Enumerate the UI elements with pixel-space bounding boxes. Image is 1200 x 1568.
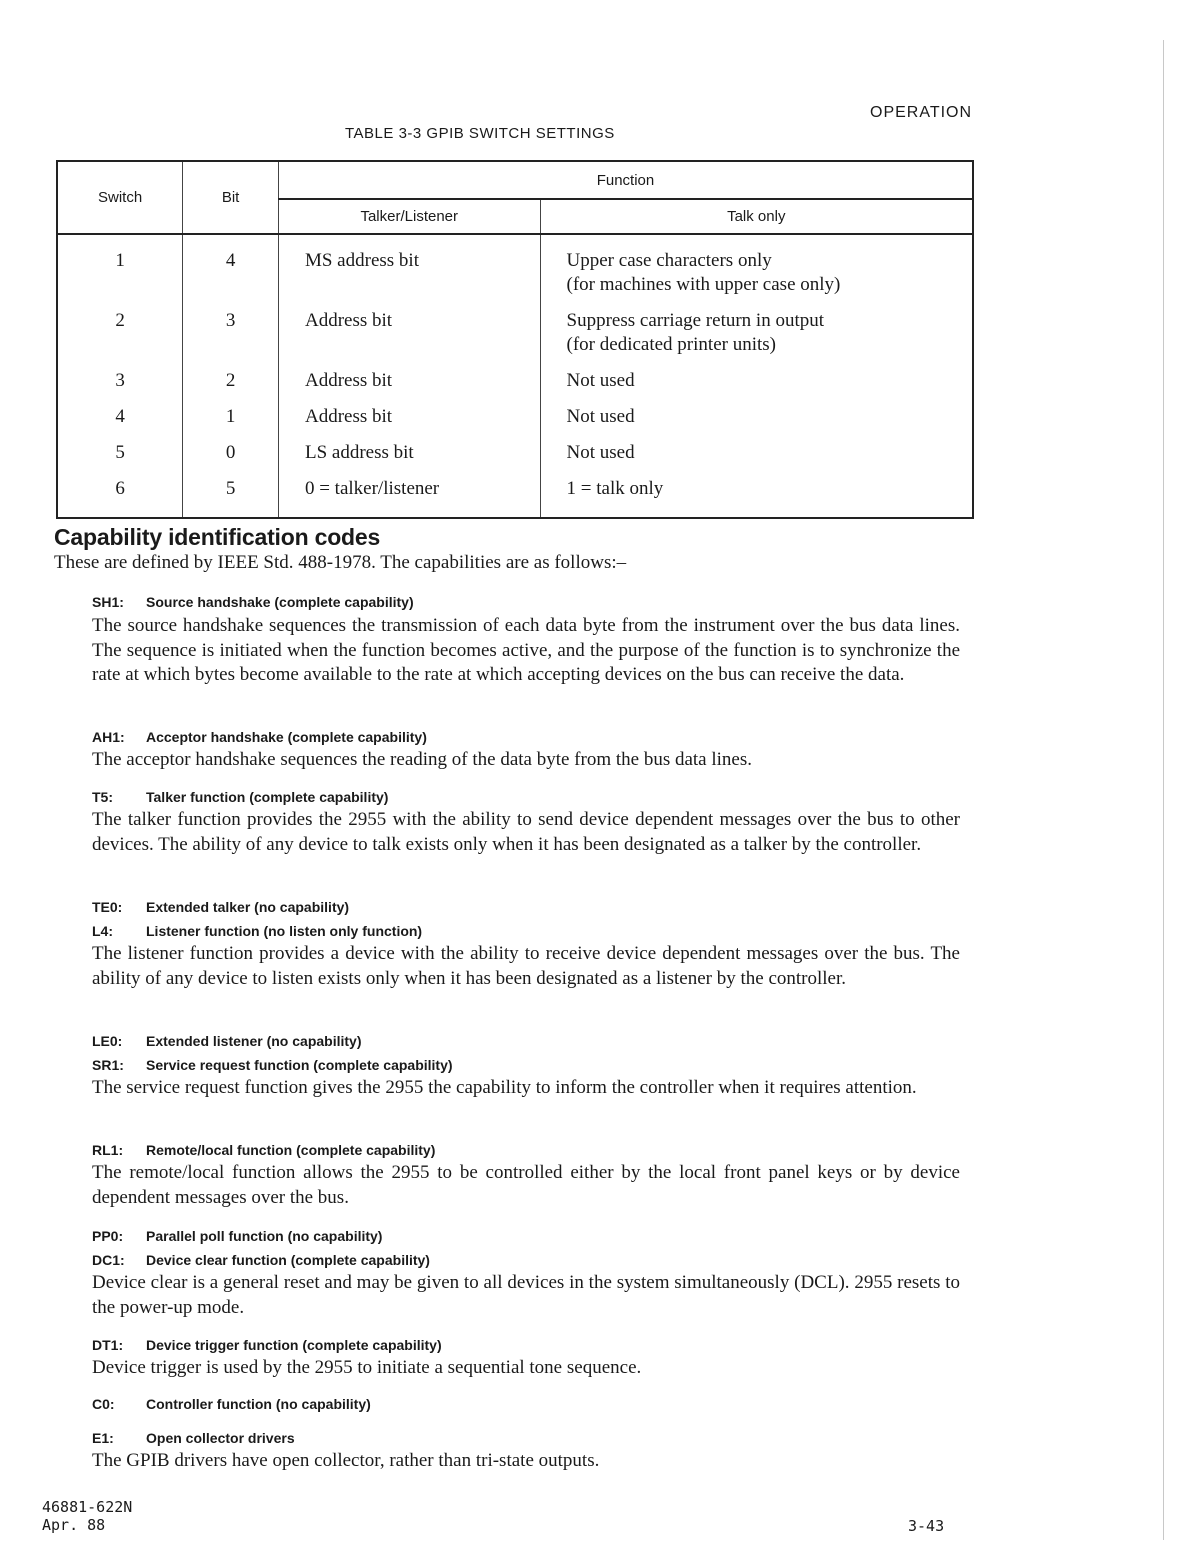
switch-cell: 4 <box>57 405 183 441</box>
bit-cell: 0 <box>183 441 279 477</box>
table-title: TABLE 3-3 GPIB SWITCH SETTINGS <box>345 125 615 142</box>
capability-code-line <box>92 1430 295 1446</box>
capability-code: PP0: <box>92 1228 124 1244</box>
capability-label: Device trigger function (complete capability) <box>146 1337 442 1353</box>
capability-description: The talker function provides the 2955 with the ability to send device dependent messages over the bus to other devices. The ability of any device to talk exists only when it has been designated as a talker by the controller. <box>92 809 960 855</box>
capability-label: Extended listener (no capability) <box>146 1033 362 1049</box>
capability-intro: These are defined by IEEE Std. 488-1978. The capabilities are as follows:– <box>54 552 627 573</box>
talk-only-cell <box>540 309 973 369</box>
col-header-switch: Switch <box>57 161 183 234</box>
capability-code: T5: <box>92 789 113 805</box>
capability-code: RL1: <box>92 1142 124 1158</box>
capability-heading: Capability identification codes <box>54 524 381 550</box>
col-header-bit: Bit <box>183 161 279 234</box>
capability-code-line <box>92 729 427 745</box>
capability-code: E1: <box>92 1430 114 1446</box>
capability-code: DC1: <box>92 1252 125 1268</box>
table-row <box>57 441 973 477</box>
switch-cell: 5 <box>57 441 183 477</box>
capability-code-line <box>92 1033 362 1049</box>
capability-label: Service request function (complete capability) <box>146 1057 453 1073</box>
capability-description: Device trigger is used by the 2955 to initiate a sequential tone sequence. <box>92 1357 642 1378</box>
capability-label: Device clear function (complete capability) <box>146 1252 430 1268</box>
capability-code: C0: <box>92 1396 115 1412</box>
talker-listener-cell: Address bit <box>278 309 540 369</box>
talk-only-cell: Not used <box>540 405 973 441</box>
capability-code-line <box>92 594 414 610</box>
capability-code: AH1: <box>92 729 125 745</box>
col-header-talker-listener: Talker/Listener <box>278 199 540 234</box>
capability-description: The service request function gives the 2955 the capability to inform the controller when it requires attention. <box>92 1077 917 1098</box>
talker-listener-cell: Address bit <box>278 369 540 405</box>
capability-code-line <box>92 923 422 939</box>
talker-listener-cell: Address bit <box>278 405 540 441</box>
switch-cell: 6 <box>57 477 183 518</box>
capability-code-line <box>92 899 349 915</box>
capability-description: The remote/local function allows the 2955 to be controlled either by the local front panel keys or by device dependent messages over the bus. <box>92 1162 960 1208</box>
binder-edge-mark <box>1163 40 1164 1540</box>
talk-only-cell <box>540 234 973 309</box>
talk-only-cell: 1 = talk only <box>540 477 973 518</box>
table-row <box>57 309 973 369</box>
col-header-function: Function <box>278 161 973 199</box>
talk-only-cell: Not used <box>540 369 973 405</box>
talker-listener-cell: LS address bit <box>278 441 540 477</box>
capability-description: The source handshake sequences the transmission of each data byte from the instrument over the bus data lines. The sequence is initiated when the function becomes active, and the purpose of the function is to synchronize the rate at which bytes become available to the rate at which accepting devices on the bus can receive the data. <box>92 615 960 685</box>
capability-label: Parallel poll function (no capability) <box>146 1228 383 1244</box>
capability-label: Talker function (complete capability) <box>146 789 389 805</box>
talk-only-line: Suppress carriage return in output <box>566 310 825 331</box>
bit-cell: 4 <box>183 234 279 309</box>
talker-listener-cell: MS address bit <box>278 234 540 309</box>
switch-cell: 2 <box>57 309 183 369</box>
talk-only-line: (for dedicated printer units) <box>566 334 776 355</box>
capability-code: SR1: <box>92 1057 124 1073</box>
capability-code-line <box>92 1337 442 1353</box>
footer-doc-info <box>42 1498 132 1534</box>
capability-code-line <box>92 789 388 805</box>
section-header: OPERATION <box>870 104 973 121</box>
bit-cell: 2 <box>183 369 279 405</box>
table-row <box>57 405 973 441</box>
switch-cell: 3 <box>57 369 183 405</box>
table-row <box>57 477 973 518</box>
capability-label: Listener function (no listen only function) <box>146 923 423 939</box>
capability-description: Device clear is a general reset and may be given to all devices in the system simultaneously (DCL). 2955 resets to the power-up mode. <box>92 1272 960 1318</box>
bit-cell: 1 <box>183 405 279 441</box>
capability-code-line <box>92 1252 430 1268</box>
page-number: 3-43 <box>908 1517 945 1535</box>
capability-code: LE0: <box>92 1033 123 1049</box>
capability-code: SH1: <box>92 594 124 610</box>
capability-code-line <box>92 1396 371 1412</box>
capability-label: Open collector drivers <box>146 1430 295 1446</box>
talk-only-line: Upper case characters only <box>566 250 772 271</box>
capability-label: Controller function (no capability) <box>146 1396 371 1412</box>
table-row <box>57 234 973 309</box>
doc-number: 46881-622N <box>42 1498 133 1516</box>
switch-cell: 1 <box>57 234 183 309</box>
col-header-talk-only: Talk only <box>540 199 973 234</box>
capability-description: The listener function provides a device with the ability to receive device dependent messages over the bus. The ability of any device to listen exists only when it has been designated as a listener by the controller. <box>92 943 960 989</box>
capability-code-line <box>92 1228 382 1244</box>
capability-description: The acceptor handshake sequences the reading of the data byte from the bus data lines. <box>92 749 752 770</box>
gpib-switch-table <box>56 160 974 519</box>
capability-code: L4: <box>92 923 113 939</box>
capability-code: TE0: <box>92 899 123 915</box>
bit-cell: 3 <box>183 309 279 369</box>
table-row <box>57 369 973 405</box>
capability-label: Remote/local function (complete capability) <box>146 1142 436 1158</box>
capability-description: The GPIB drivers have open collector, rather than tri-state outputs. <box>92 1450 600 1471</box>
doc-date: Apr. 88 <box>42 1516 106 1534</box>
talk-only-cell: Not used <box>540 441 973 477</box>
bit-cell: 5 <box>183 477 279 518</box>
capability-code-line <box>92 1142 435 1158</box>
capability-label: Acceptor handshake (complete capability) <box>146 729 427 745</box>
capability-code: DT1: <box>92 1337 124 1353</box>
capability-label: Source handshake (complete capability) <box>146 594 414 610</box>
capability-label: Extended talker (no capability) <box>146 899 350 915</box>
talk-only-line: (for machines with upper case only) <box>566 274 841 295</box>
capability-code-line <box>92 1057 453 1073</box>
talker-listener-cell: 0 = talker/listener <box>278 477 540 518</box>
